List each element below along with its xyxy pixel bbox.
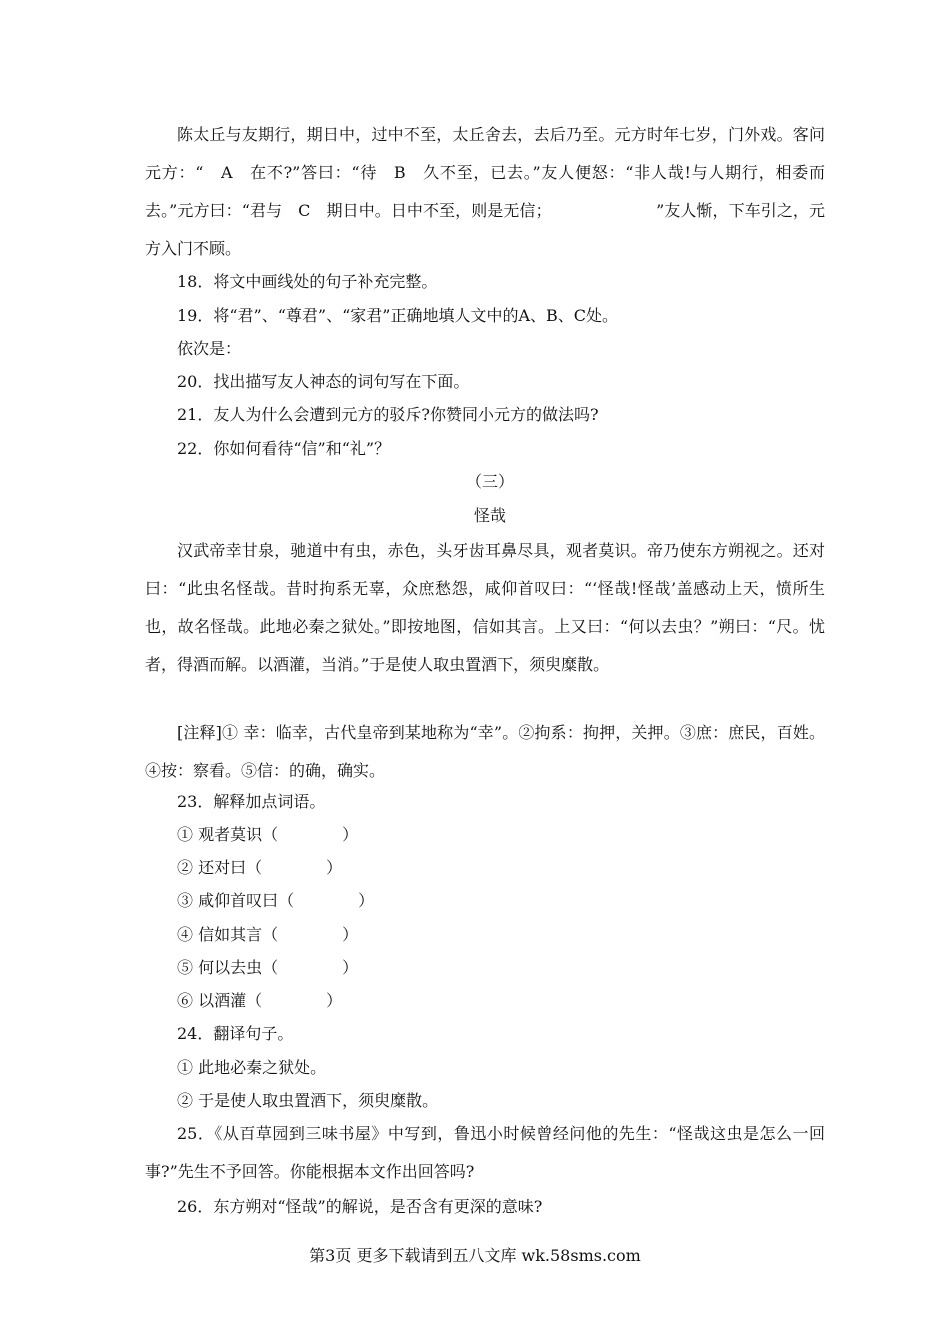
question-23-item: ⑤ 何以去虫（ ）: [177, 958, 359, 977]
question-23: 23．解释加点词语。: [177, 792, 326, 811]
question-19-answer-label: 依次是：: [177, 339, 242, 358]
question-20: 20．找出描写友人神态的词句写在下面。: [177, 372, 470, 391]
question-23-item: ⑥ 以酒灌（ ）: [177, 991, 343, 1010]
passage-guaizai: 汉武帝幸甘泉，驰道中有虫，赤色，头牙齿耳鼻尽具，观者莫识。帝乃使东方朔视之。还对曰：“此虫名怪哉。昔时拘系无辜，众庶愁怨，咸仰首叹曰：“‘怪哉!怪哉’盖感动上天，愤所生也，故名怪哉。此地必秦之狱处。”即按地图，信如其言。上又曰：“何以去虫？”朔曰：“尺。忧者，得酒而解。以酒灌，当消。”于是使人取虫置酒下，须臾糜散。: [145, 541, 825, 674]
question-18: 18．将文中画线处的句子补充完整。: [177, 272, 438, 291]
question-24: 24．翻译句子。: [177, 1024, 294, 1043]
question-25: 25．《从百草园到三味书屋》中写到，鲁迅小时候曾经问他的先生：“怪哉这虫是怎么一回事?”先生不予回答。你能根据本文作出回答吗?: [145, 1124, 825, 1181]
question-23-item: ③ 咸仰首叹曰（ ）: [177, 891, 375, 910]
question-23-item: ④ 信如其言（ ）: [177, 925, 359, 944]
question-26: 26．东方朔对“怪哉”的解说，是否含有更深的意味?: [177, 1197, 543, 1216]
question-23-item: ① 观者莫识（ ）: [177, 825, 359, 844]
question-24-item: ① 此地必秦之狱处。: [177, 1058, 327, 1077]
page-footer: 第3页 更多下载请到五八文库 wk.58sms.com: [309, 1246, 641, 1265]
annotation-notes: [注释]① 幸：临幸，古代皇帝到某地称为“幸”。②拘系：拘押，关押。③庶：庶民，百姓。④按：察看。⑤信：的确，确实。: [145, 723, 825, 780]
question-19: 19．将“君”、“尊君”、“家君”正确地填人文中的A、B、C处。: [177, 306, 618, 325]
section-title: 怪哉: [473, 506, 506, 525]
section-number: （三）: [465, 472, 514, 491]
question-23-item: ② 还对曰（ ）: [177, 858, 343, 877]
passage-chen-taiqiu: 陈太丘与友期行，期日中，过中不至，太丘舍去，去后乃至。元方时年七岁，门外戏。客问元方：“ A 在不?”答曰：“待 B 久不至，已去。”友人便怒：“非人哉!与人期行，相委而去。”元方曰：“君与 C 期日中。日中不至，则是无信； ”友人惭，下车引之，元方入门不顾。: [145, 125, 825, 258]
question-21: 21．友人为什么会遭到元方的驳斥?你赞同小元方的做法吗?: [177, 405, 599, 424]
question-24-item: ② 于是使人取虫置酒下，须臾糜散。: [177, 1091, 439, 1110]
question-22: 22．你如何看待“信”和“礼”？: [177, 439, 391, 458]
